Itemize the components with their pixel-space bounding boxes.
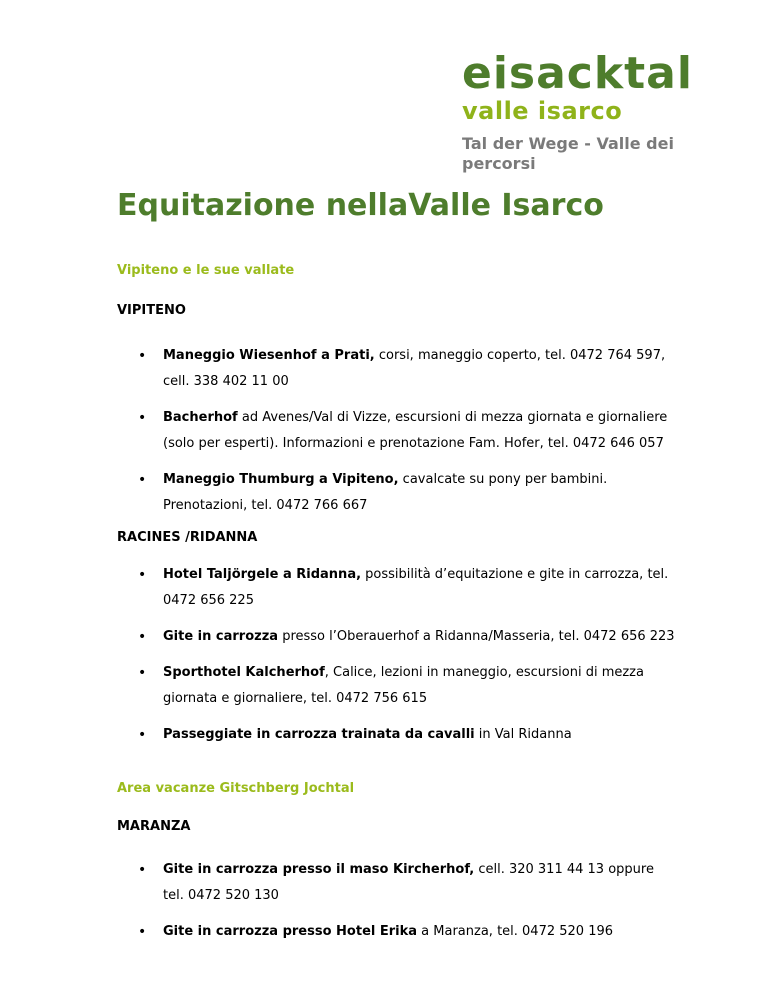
list-maranza [117,857,677,955]
logo [462,48,742,174]
town-heading-maranza: MARANZA [117,819,191,834]
list-vipiteno [117,343,677,529]
list-item: • Maneggio Thumburg a Vipiteno, cavalcate su pony per bambini. Prenotazioni, tel. 0472 766 667 [117,467,677,519]
list-item: • Hotel Taljörgele a Ridanna, possibilità d’equitazione e gite in carrozza, tel. 0472 656 225 [117,562,677,614]
section-heading-vipiteno: Vipiteno e le sue vallate [117,263,295,278]
logo-wordmark: eisacktal [462,48,693,99]
list-item: • Sporthotel Kalcherhof, Calice, lezioni in maneggio, escursioni di mezza giornata e giornaliere, tel. 0472 756 615 [117,660,677,712]
list-item: • Maneggio Wiesenhof a Prati, corsi, maneggio coperto, tel. 0472 764 597, cell. 338 402 11 00 [117,343,677,395]
section-heading-gitschberg: Area vacanze Gitschberg Jochtal [117,781,355,796]
list-item: • Gite in carrozza presso l’Oberauerhof a Ridanna/Masseria, tel. 0472 656 223 [117,624,677,650]
logo-tagline: Tal der Wege - Valle dei percorsi [462,134,674,173]
list-item: • Gite in carrozza presso il maso Kircherhof, cell. 320 311 44 13 oppure tel. 0472 520 130 [117,857,677,909]
list-racines [117,562,677,758]
list-item: • Passeggiate in carrozza trainata da cavalli in Val Ridanna [117,722,677,748]
logo-subtitle: valle isarco [462,97,623,125]
town-heading-racines: RACINES /RIDANNA [117,530,258,545]
list-item: • Bacherhof ad Avenes/Val di Vizze, escursioni di mezza giornata e giornaliere (solo per esperti). Informazioni e prenotazione Fam. Hofer, tel. 0472 646 057 [117,405,677,457]
page-title: Equitazione nellaValle Isarco [117,188,604,223]
town-heading-vipiteno: VIPITENO [117,303,186,318]
list-item: • Gite in carrozza presso Hotel Erika a Maranza, tel. 0472 520 196 [117,919,677,945]
